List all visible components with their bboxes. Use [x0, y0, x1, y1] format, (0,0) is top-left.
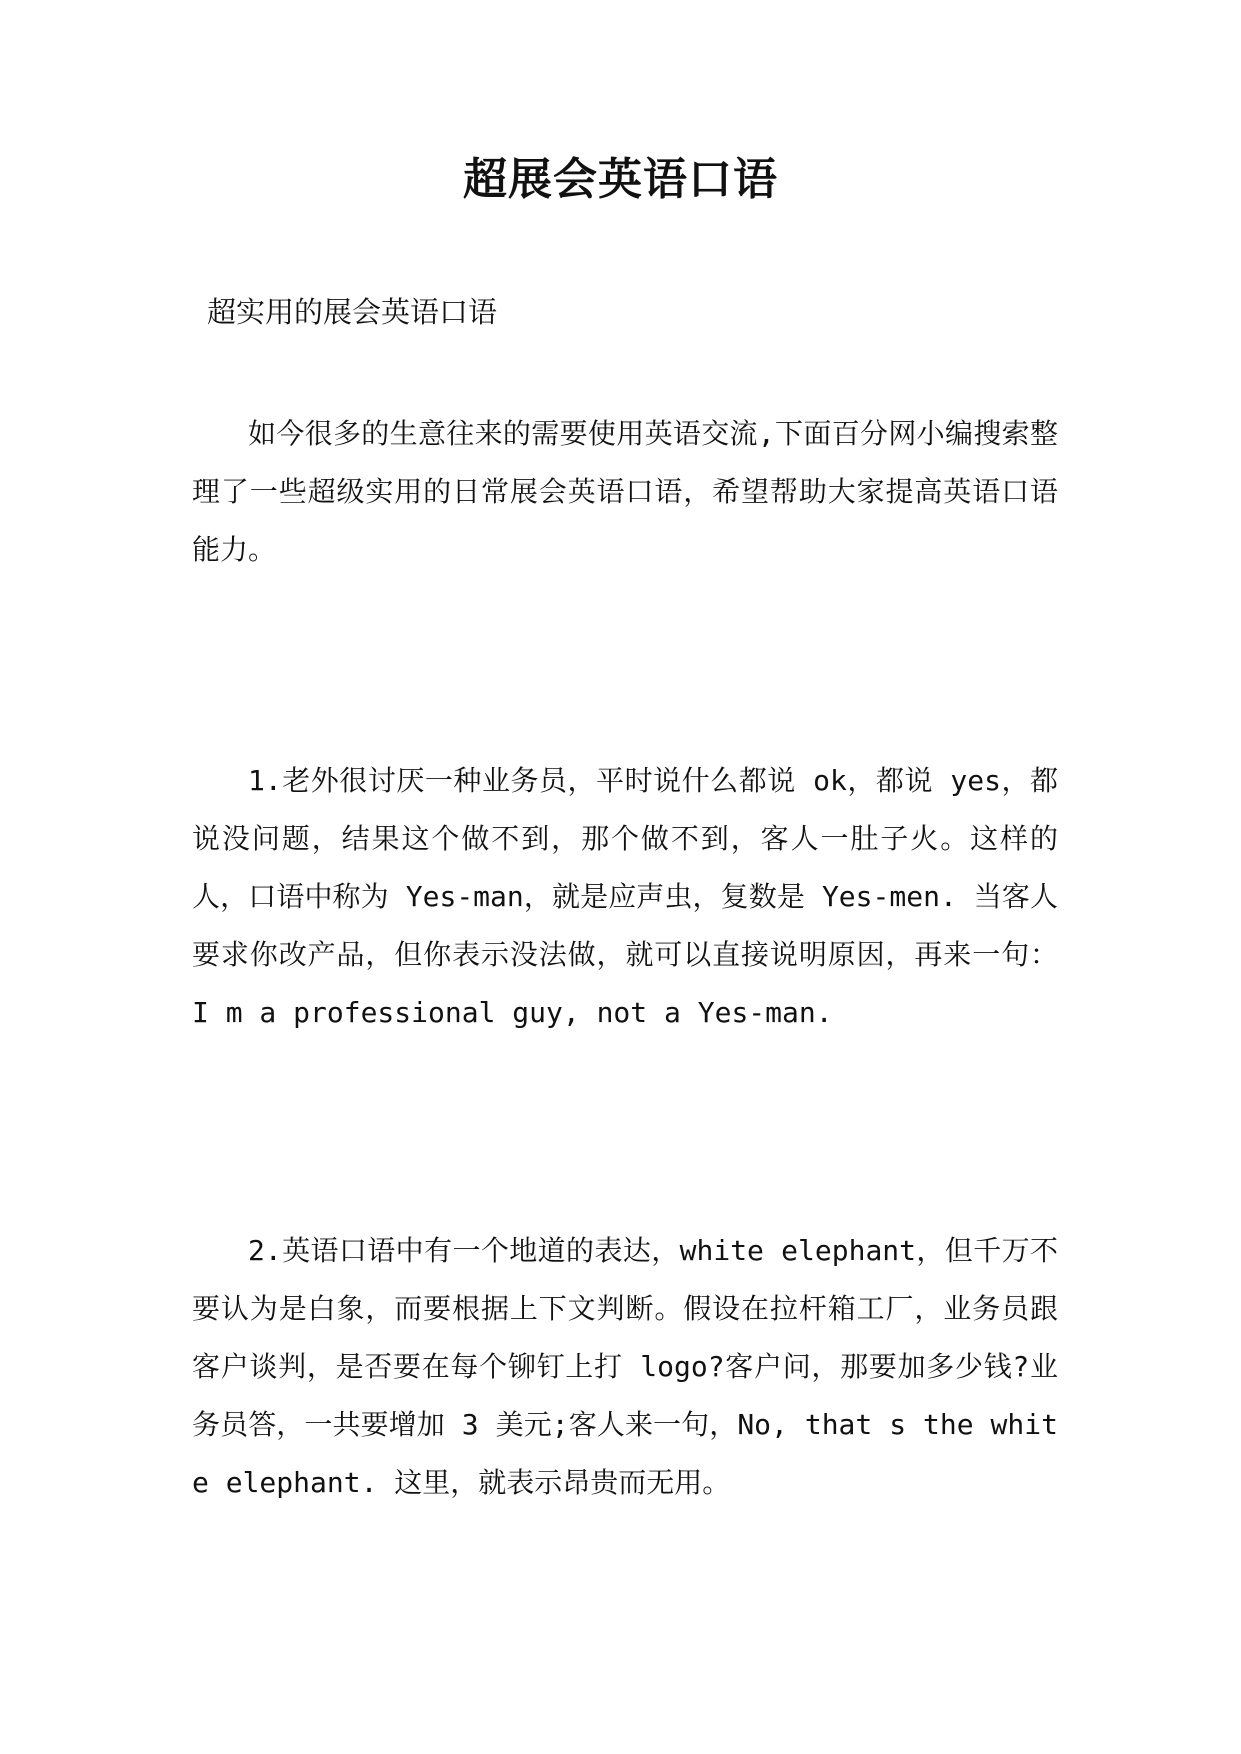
paragraph-white-elephant: 2.英语口语中有一个地道的表达，white elephant，但千万不要认为是白象，而要根据上下文判断。假设在拉杆箱工厂，业务员跟客户谈判，是否要在每个铆钉上打 logo?客户问，那要加多少钱?业务员答，一共要增加 3 美元;客人来一句，No, that s the white elephant. 这里，就表示昂贵而无用。: [192, 1234, 1058, 1499]
document-title: 超展会英语口语: [463, 154, 778, 205]
paragraph-yes-man: 1.老外很讨厌一种业务员，平时说什么都说 ok，都说 yes，都说没问题，结果这个做不到，那个做不到，客人一肚子火。这样的人，口语中称为 Yes-man，就是应声虫，复数是 Yes-men. 当客人要求你改产品，但你表示没法做，就可以直接说明原因，再来一句： I m a professional guy, not a Yes-man.: [192, 764, 1058, 1029]
paragraph-intro: 如今很多的生意往来的需要使用英语交流,下面百分网小编搜索整理了一些超级实用的日常展会英语口语，希望帮助大家提高英语口语能力。: [192, 417, 1058, 566]
document-subtitle: 超实用的展会英语口语: [207, 295, 498, 329]
